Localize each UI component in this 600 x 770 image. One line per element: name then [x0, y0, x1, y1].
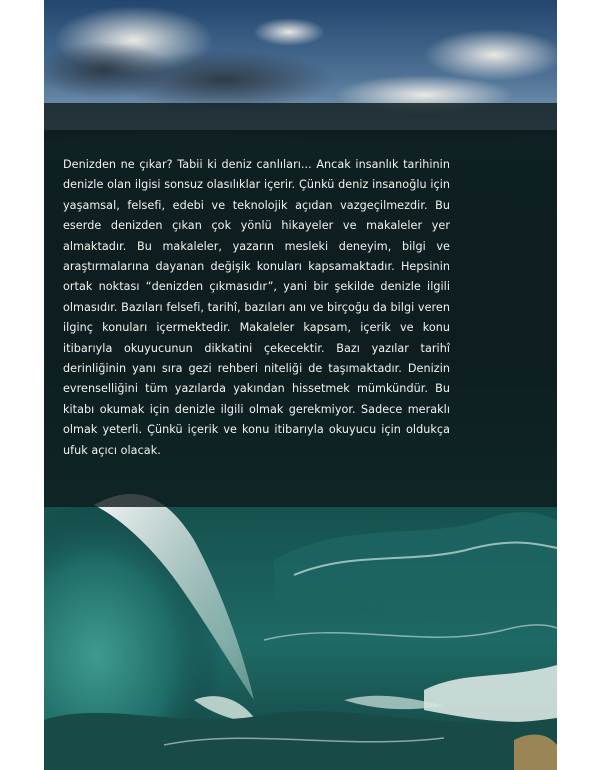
back-cover-blurb: Denizden ne çıkar? Tabii ki deniz canlıları... Ancak insanlık tarihinin denizle olan ilgisi sonsuz olasılıklar içerir. Çünkü deniz insanoğlu için yaşamsal, felsefi, edebi ve teknolojik açıdan vazgeçilmezdir. Bu eserde denizden çıkan çok yönlü hikayeler ve makaleler yer almaktadır. Bu makaleler, yazarın mesleki deneyim, bilgi ve araştırmalarına dayanan değişik konuları kapsamaktadır. Hepsinin ortak noktası “denizden çıkmasıdır”, yani bir şekilde denizle ilgili olmasıdır. Bazıları felsefi, tarihî, bazıları anı ve birçoğu da bilgi veren ilginç konuları içermektedir. Makaleler kapsam, içerik ve konu itibarıyla okuyucunun dikkatini çekecektir. Bazı yazılar tarihî derinliğinin yanı sıra gezi rehberi niteliği de taşımaktadır. Denizin evrenselliğini tüm yazılarda yakından hissetmek mümkündür. Bu kitabı okumak için denizle ilgili olmak gerekmiyor. Sadece meraklı olmak yeterli. Çünkü içerik ve konu itibarıyla okuyucu için oldukça ufuk açıcı olacak. [63, 158, 450, 457]
